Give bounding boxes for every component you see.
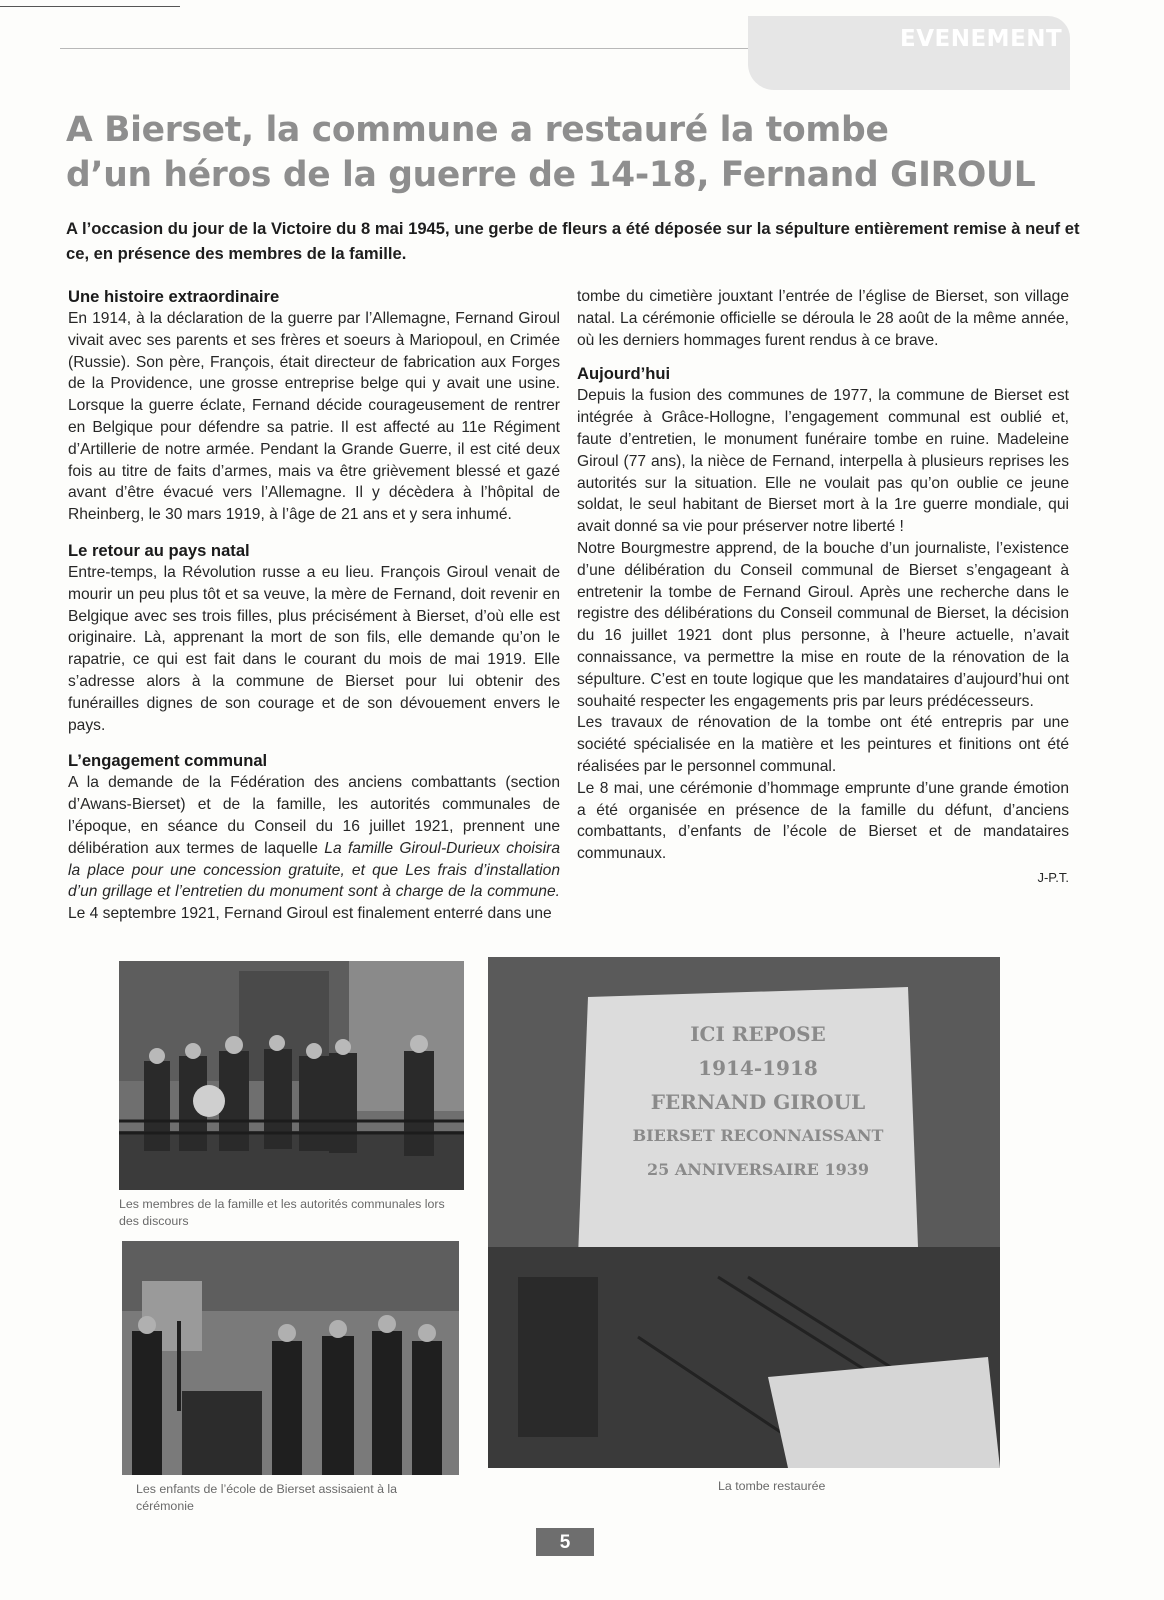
plaque-inscription [608,1017,908,1187]
title-line-2: d’un héros de la guerre de 14-18, Fernand GIROUL [66,155,1036,195]
article-title [66,108,1086,198]
heading-retour: Le retour au pays natal [68,540,250,560]
heading-engagement: L’engagement communal [68,751,268,771]
title-line-1: A Bierset, la commune a restauré la tombe [66,110,889,150]
paragraph-retour: Entre-temps, la Révolution russe a eu lieu. François Giroul venait de mourir un peu plus tôt et sa veuve, la mère de Fernand, doit revenir en Belgique avec ses trois filles, plus précisément à Bierset, d’où elle est originaire. Là, apprenant la mort de son fils, elle demande qu’on le rapatrie, ce qui est fait dans le courant du mois de mai 1919. Elle s’adresse alors à la commune de Bierset pour lui obtenir des funérailles dignes de son courage et de son dévouement envers le pays. [68,563,560,734]
section-label: EVENEMENT [900,26,1063,52]
engagement-text-a: A la demande de la Fédération des anciens combattants (section d’Awans-Bierset) et de la famille, les autorités communales de l’époque, en séance du Conseil du 16 juillet 1921, prennent une délibération aux termes de laquelle [68,774,560,857]
page-number: 5 [536,1528,594,1556]
engagement-text-c: Le 4 septembre 1921, Fernand Giroul est finalement enterré dans une [68,905,552,923]
caption-family: Les membres de la famille et les autorités communales lors des discours [119,1197,445,1228]
plaque-line-4: BIERSET RECONNAISSANT [632,1126,884,1145]
photo-school-children [122,1241,459,1475]
heading-histoire: Une histoire extraordinaire [68,287,280,306]
plaque-line-1: ICI REPOSE [690,1022,826,1046]
author-signature: J-P.T. [1037,869,1069,885]
paragraph-ceremonie: Le 8 mai, une cérémonie d’hommage emprunte d’une grande émotion a été organisée en présence de la famille du défunt, d’anciens combattants, d’enfants de l’école de Bierset et de mandataires communaux. [577,779,1069,863]
heading-aujourdhui: Aujourd’hui [577,364,671,384]
caption-tomb: La tombe restaurée [718,1479,826,1493]
plaque-line-5: 25 ANNIVERSAIRE 1939 [647,1160,869,1179]
caption-children: Les enfants de l’école de Bierset assisaient à la cérémonie [136,1482,398,1513]
plaque-line-2: 1914-1918 [698,1056,818,1080]
engagement-quote: La famille Giroul-Durieux choisira la place pour une concession gratuite, et que Les frais d’installation d’un grillage et l’entretien du monument sont à charge de la commune. [68,839,560,901]
photo-restored-tomb [488,957,1000,1468]
paragraph-histoire: En 1914, à la déclaration de la guerre par l’Allemagne, Fernand Giroul vivait avec ses parents et ses frères et soeurs à Mariopoul, en Crimée (Russie). Son père, François, était directeur de fabrication aux Forges de la Providence, une grosse entreprise belge qui y avait une usine. Lorsque la guerre éclate, Fernand décide courageusement de rentrer en Belgique pour défendre sa patrie. Il est affecté au 11e Régiment d’Artillerie de notre armée. Pendant la Grande Guerre, il est cité deux fois au titre de faits d’armes, mais va être grièvement blessé et gazé avant d’être évacué vers l’Allemagne. Il y décèdera à l’hôpital de Rheinberg, le 30 mars 1919, à l’âge de 21 ans et y sera inhumé. [68,310,560,524]
article-lead: A l’occasion du jour de la Victoire du 8 mai 1945, une gerbe de fleurs a été déposée sur la sépulture entièrement remise à neuf et ce, en présence des membres de la famille. [66,219,1080,263]
paragraph-aujourdhui: Depuis la fusion des communes de 1977, la commune de Bierset est intégrée à Grâce-Hollogne, l’engagement communal est oublié et, faute d’entretien, le monument funéraire tombe en ruine. Madeleine Giroul (77 ans), la nièce de Fernand, interpella à plusieurs reprises les autorités sur la situation. Elle ne voulait pas qu’on oublie ce jeune soldat, le seul habitant de Bierset mort à la 1re guerre mondiale, qui avait donné sa vie pour préserver notre liberté ! [577,387,1069,536]
right-column [577,286,1069,889]
paragraph-engagement [68,772,560,925]
photo-family-speeches [119,961,464,1190]
left-column [68,286,560,925]
paragraph-bourgmestre: Notre Bourgmestre apprend, de la bouche d’un journaliste, l’existence d’une délibération du Conseil communal de Bierset s’engageant à entretenir la tombe de Fernand Giroul. Après une recherche dans le registre des délibérations du Conseil communal de Bierset, la décision du 16 juillet 1921 dont plus personne, à l’heure actuelle, n’avait connaissance, va permettre la mise en route de la rénovation de la sépulture. C’est en toute logique que les mandataires d’aujourd’hui ont souhaité respecter les engagements pris par leurs prédécesseurs. [577,539,1069,710]
paragraph-travaux: Les travaux de rénovation de la tombe ont été entrepris par une société spécialisée en la matière et les peintures et finitions ont été réalisées par le personnel communal. [577,714,1069,775]
top-rule [0,6,180,7]
header-rule [60,48,760,49]
plaque-line-3: FERNAND GIROUL [650,1090,866,1114]
paragraph-engagement-continued: tombe du cimetière jouxtant l’entrée de l’église de Bierset, son village natal. La cérémonie officielle se déroula le 28 août de la même année, où les derniers hommages furent rendus à ce brave. [577,288,1069,349]
